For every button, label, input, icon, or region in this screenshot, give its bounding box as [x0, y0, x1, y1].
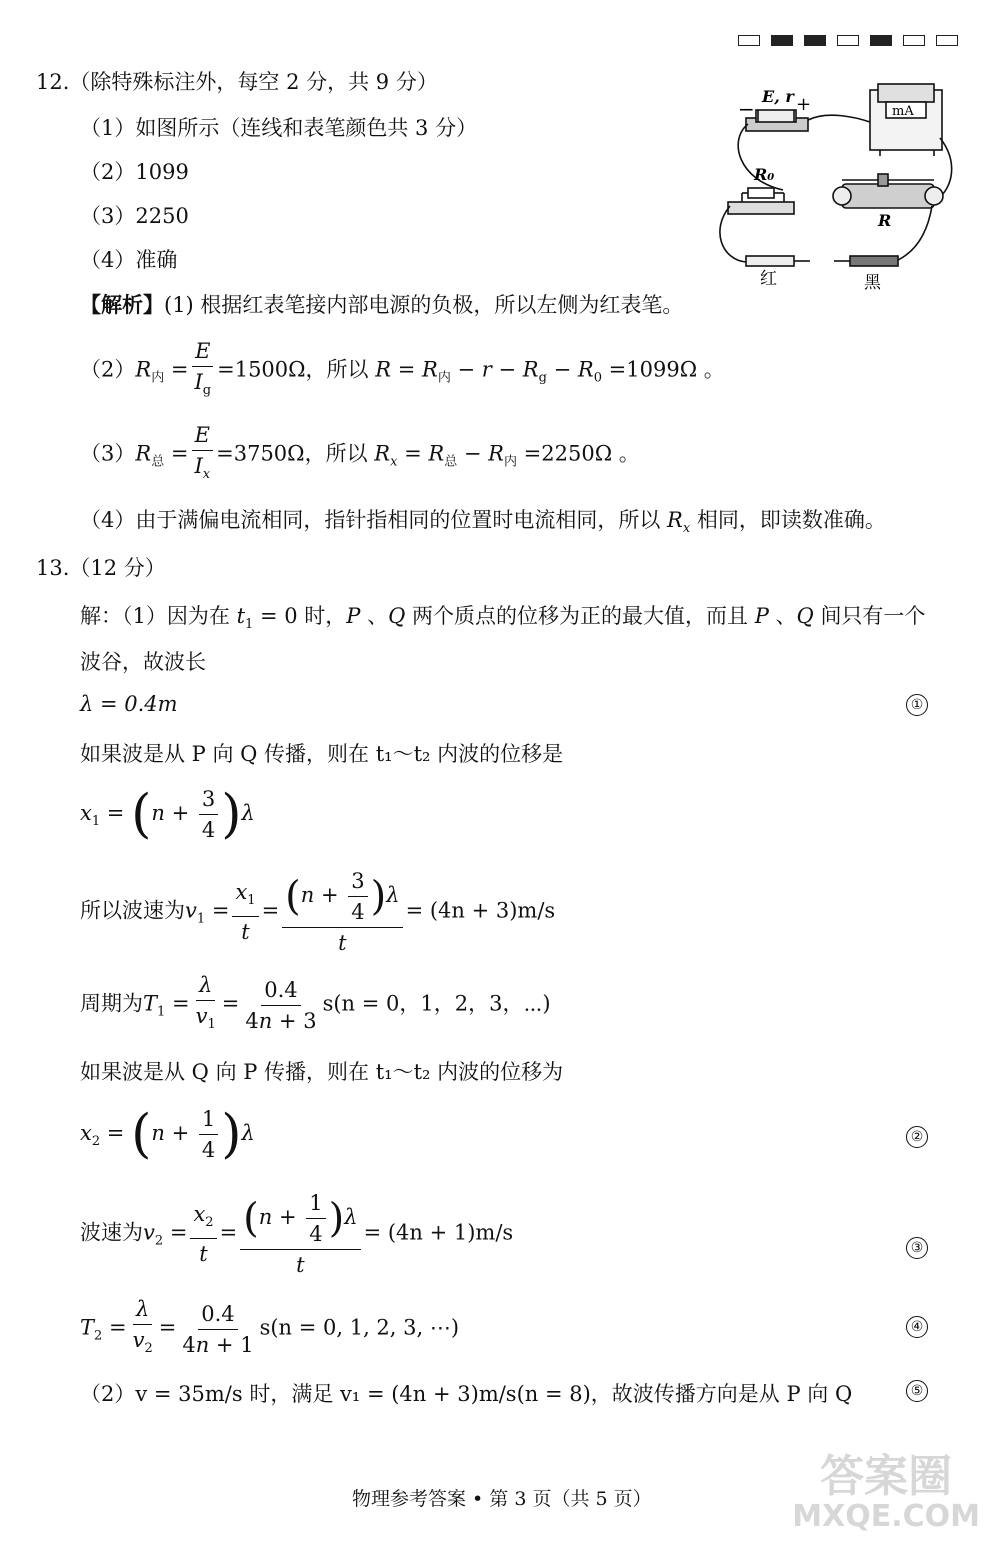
- x2-equation: $x_2 = (n$ + $\frac{1}{4}$ )λ: [80, 1104, 255, 1165]
- battery-label: E, r: [762, 87, 794, 106]
- q13-part-2: （2）v = 35m/s 时，满足 v₁ = (4n + 3)m/s(n = 8)，故波传播方向是从 P 向 Q: [80, 1382, 853, 1406]
- analysis-text: (1) 根据红表笔接内部电源的负极，所以左侧为红表笔。: [164, 293, 684, 317]
- watermark-logo-text: 答案圈: [820, 1451, 953, 1503]
- t2-equation: $T_2$ = $\frac{\lambda}{v_2}$ = $\frac{0.4}{4n + 1}$ s(n = 0, 1, 2, 3, ⋯): [80, 1297, 460, 1357]
- rheostat-label: R: [878, 211, 892, 230]
- marker-box: [804, 35, 826, 46]
- mark-2: ②: [906, 1126, 928, 1148]
- analysis-tag: 【解析】: [80, 292, 164, 317]
- v1-equation: 所以波速为$v_1$ = $\frac{x_1}{t}$ = (n + $\frac{3}{4}$ )λ t = (4n + 3)m/s: [80, 869, 556, 955]
- q12-answer-4: （4）准确: [80, 248, 178, 272]
- marker-box: [837, 35, 859, 46]
- x1-equation: $x_1 = (n$ + $\frac{3}{4}$ )λ: [80, 784, 255, 845]
- q13-intro-line2: 波谷，故波长: [80, 650, 206, 674]
- mark-1: ①: [906, 694, 928, 716]
- marker-box: [771, 35, 793, 46]
- pq-direction-line: 如果波是从 P 向 Q 传播，则在 t₁～t₂ 内波的位移是: [80, 742, 564, 766]
- marker-box: [936, 35, 958, 46]
- q12-answer-2: （2）1099: [80, 160, 189, 184]
- black-probe-label: 黑: [864, 273, 881, 293]
- q12-title: 12.（除特殊标注外，每空 2 分，共 9 分）: [36, 70, 438, 94]
- qp-direction-line: 如果波是从 Q 向 P 传播，则在 t₁～t₂ 内波的位移为: [80, 1060, 564, 1084]
- lambda-equation: λ = 0.4m: [80, 692, 178, 716]
- watermark-url: MXQE.COM: [792, 1498, 980, 1534]
- q12-analysis-4: （4）由于满偏电流相同，指针指相同的位置时电流相同，所以 $R_x$ 相同，即读数准确。: [80, 508, 886, 536]
- page-marker-boxes: [738, 27, 969, 51]
- marker-box: [903, 35, 925, 46]
- battery-minus: −: [738, 97, 755, 121]
- marker-box: [738, 35, 760, 46]
- q12-answer-3: （3）2250: [80, 204, 189, 228]
- mark-3: ③: [906, 1237, 928, 1259]
- q12-analysis-1: [80, 289, 683, 319]
- q12-answer-1: （1）如图所示（连线和表笔颜色共 3 分）: [80, 116, 478, 140]
- meter-label: mA: [892, 104, 914, 119]
- q12-eq-3: $(3)R_总$ = $\frac{E}{I_x}$ =3750Ω，所以 $R_x = R_总 - R_内 =2250\Omega$ 。: [80, 423, 640, 482]
- t1-equation: 周期为$T_1$ = $\frac{\lambda}{v_1}$ = $\frac{0.4}{4n + 3}$ s(n = 0，1，2，3，⋯): [80, 973, 551, 1033]
- q12-eq-2: $(2)R_内$ = $\frac{E}{I_g}$ =1500Ω，所以 $R = R_内 - r - R_g - R_0 =1099\Omega$ 。: [80, 339, 725, 398]
- marker-box: [870, 35, 892, 46]
- mark-5: ⑤: [906, 1380, 928, 1402]
- mark-4: ④: [906, 1316, 928, 1338]
- circuit-figure: [718, 80, 968, 295]
- q13-title: 13.（12 分）: [36, 556, 166, 580]
- red-probe-label: 红: [760, 269, 777, 289]
- battery-plus: +: [796, 94, 812, 115]
- watermark: [792, 1451, 980, 1534]
- r0-label: R₀: [754, 165, 775, 184]
- v2-equation: 波速为$v_2$ = $\frac{x_2}{t}$ = (n + $\frac{1}{4}$ )λ t = (4n + 1)m/s: [80, 1191, 514, 1277]
- page-footer: 物理参考答案 • 第 3 页（共 5 页）: [352, 1488, 652, 1510]
- q13-intro: 解：（1）因为在 $t_1 = 0$ 时，P 、Q 两个质点的位移为正的最大值，而且 P 、Q 间只有一个: [80, 604, 926, 632]
